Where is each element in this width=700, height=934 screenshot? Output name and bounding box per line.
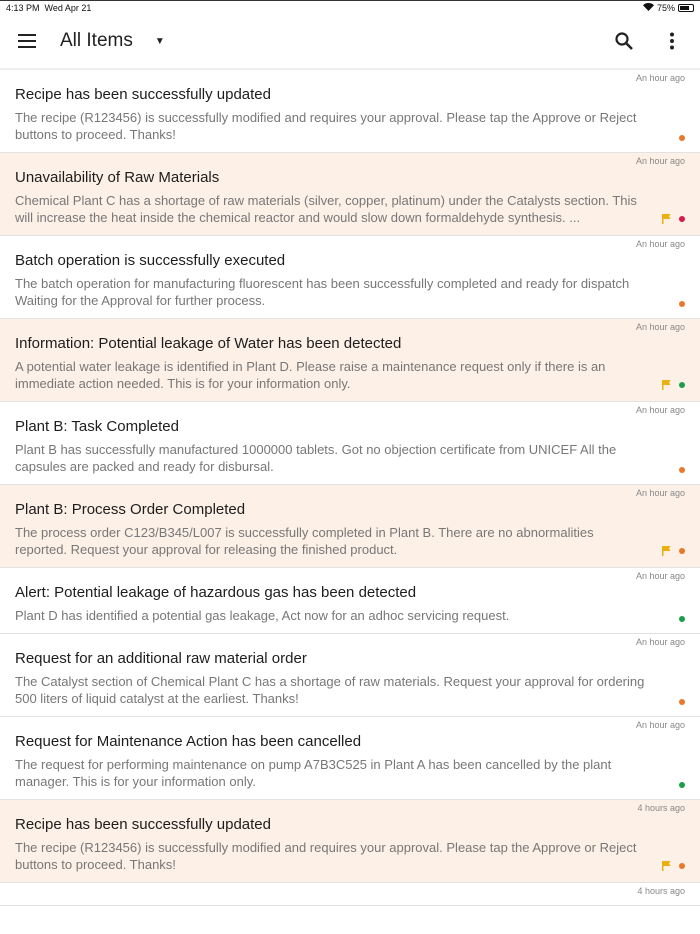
app-bar [0, 14, 700, 70]
item-title: Request for an additional raw material order [15, 650, 307, 667]
item-title: Alert: Potential leakage of hazardous gas has been detected [15, 584, 417, 601]
battery-percent: 75% [656, 2, 675, 13]
list-item[interactable] [0, 568, 700, 634]
status-time: 4:13 PM [6, 2, 40, 13]
item-timestamp: An hour ago [635, 720, 685, 730]
item-timestamp: An hour ago [635, 405, 685, 415]
status-dot [679, 382, 685, 388]
list-item[interactable] [0, 717, 700, 800]
item-timestamp: An hour ago [635, 156, 685, 166]
status-dot [679, 301, 685, 307]
item-title: Recipe has been successfully updated [15, 86, 271, 103]
search-icon [614, 31, 634, 51]
more-vert-icon [669, 32, 675, 50]
status-date: Wed Apr 21 [44, 2, 92, 13]
item-title: Information: Potential leakage of Water has been detected [15, 335, 402, 352]
item-body: The batch operation for manufacturing fluorescent has been successfully completed and ready for dispatch Waiting for the Approval for further process. [15, 276, 630, 308]
status-dot [679, 863, 685, 869]
status-bar [0, 0, 700, 14]
status-dot [679, 135, 685, 141]
item-timestamp: An hour ago [635, 73, 685, 83]
item-timestamp: An hour ago [635, 488, 685, 498]
flag-icon [662, 214, 671, 224]
item-timestamp: 4 hours ago [637, 886, 685, 896]
dropdown-caret-icon[interactable]: ▼ [154, 35, 165, 47]
list-item[interactable] [0, 236, 700, 319]
item-title: Request for Maintenance Action has been cancelled [15, 733, 362, 750]
item-body: The recipe (R123456) is successfully modified and requires your approval. Please tap the Approve or Reject buttons to proceed. Thanks! [15, 110, 637, 142]
item-body: The Catalyst section of Chemical Plant C has a shortage of raw materials. Request your approval for ordering 500 liters of liquid catalyst at the earliest. Thanks! [15, 674, 645, 706]
item-title: Plant B: Process Order Completed [15, 501, 246, 518]
status-dot [679, 782, 685, 788]
item-body: Chemical Plant C has a shortage of raw materials (silver, copper, platinum) under the Catalysts section. This will increase the heat inside the chemical reactor and would slow down formaldehyde synthesis. ... [15, 193, 637, 225]
list-item[interactable] [0, 402, 700, 485]
status-dot [679, 616, 685, 622]
battery-icon [678, 4, 694, 12]
item-timestamp: An hour ago [635, 571, 685, 581]
item-body: The request for performing maintenance on pump A7B3C525 in Plant A has been cancelled by the plant manager. This is for your information only. [15, 757, 612, 789]
item-timestamp: 4 hours ago [637, 803, 685, 813]
page-title[interactable]: All Items [60, 30, 133, 51]
menu-button[interactable] [14, 27, 42, 55]
item-body: Plant D has identified a potential gas leakage, Act now for an adhoc servicing request. [15, 608, 510, 623]
status-dot [679, 548, 685, 554]
more-options-button[interactable] [658, 27, 686, 55]
item-timestamp: An hour ago [635, 637, 685, 647]
item-title: Batch operation is successfully executed [15, 252, 286, 269]
list-item[interactable] [0, 800, 700, 883]
wifi-icon [643, 3, 654, 13]
status-dot [679, 467, 685, 473]
flag-icon [662, 861, 671, 871]
item-timestamp: An hour ago [635, 322, 685, 332]
list-item[interactable] [0, 485, 700, 568]
item-title: Recipe has been successfully updated [15, 816, 271, 833]
flag-icon [662, 380, 671, 390]
flag-icon [662, 546, 671, 556]
status-dot [679, 699, 685, 705]
item-body: A potential water leakage is identified in Plant D. Please raise a maintenance request only if there is an immediate action needed. This is for your information only. [15, 359, 606, 391]
list-item[interactable] [0, 883, 700, 906]
notification-list [0, 70, 700, 906]
status-dot [679, 216, 685, 222]
list-item[interactable] [0, 319, 700, 402]
item-body: The recipe (R123456) is successfully modified and requires your approval. Please tap the Approve or Reject buttons to proceed. Thanks! [15, 840, 637, 872]
item-body: The process order C123/B345/L007 is successfully completed in Plant B. There are no abnormalities reported. Request your approval for releasing the finished product. [15, 525, 594, 557]
list-item[interactable] [0, 70, 700, 153]
hamburger-icon [18, 33, 38, 49]
item-title: Plant B: Task Completed [15, 418, 179, 435]
item-title: Unavailability of Raw Materials [15, 169, 220, 186]
item-body: Plant B has successfully manufactured 1000000 tablets. Got no objection certificate from UNICEF All the capsules are packed and ready for disbursal. [15, 442, 617, 474]
search-button[interactable] [610, 27, 638, 55]
list-item[interactable] [0, 153, 700, 236]
list-item[interactable] [0, 634, 700, 717]
item-timestamp: An hour ago [635, 239, 685, 249]
